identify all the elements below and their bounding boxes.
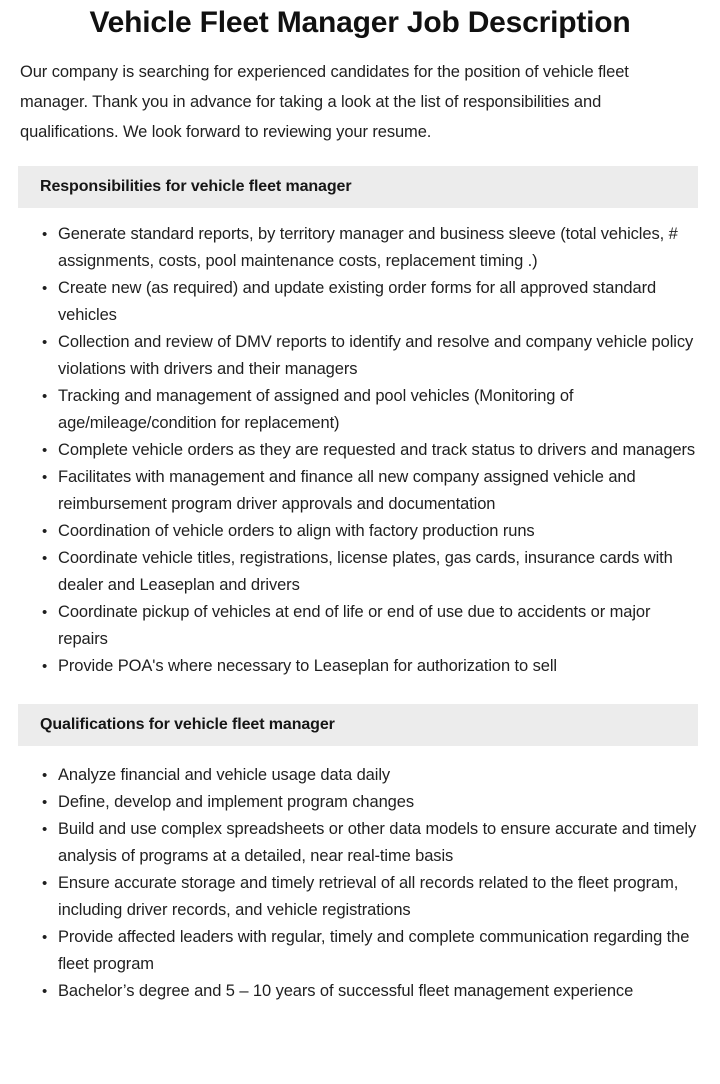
section-responsibilities [0,166,720,680]
list-item: • Coordinate pickup of vehicles at end of life or end of use due to accidents or major repairs [20,599,702,653]
list-item: • Complete vehicle orders as they are requested and track status to drivers and managers [20,437,702,464]
responsibilities-list [0,208,720,680]
list-item: • Facilitates with management and finance all new company assigned vehicle and reimbursement program driver approvals and documentation [20,464,702,518]
list-item: • Collection and review of DMV reports to identify and resolve and company vehicle policy violations with drivers and their managers [20,329,702,383]
page-title: Vehicle Fleet Manager Job Description [89,6,631,39]
qualifications-list [0,746,720,1005]
list-item: • Bachelor’s degree and 5 – 10 years of successful fleet management experience [20,978,702,1005]
list-item: • Provide POA's where necessary to Leaseplan for authorization to sell [20,653,702,680]
list-item: • Build and use complex spreadsheets or other data models to ensure accurate and timely analysis of programs at a detailed, near real-time basis [20,816,702,870]
list-item: • Create new (as required) and update existing order forms for all approved standard vehicles [20,275,702,329]
list-item: • Define, develop and implement program changes [20,789,702,816]
intro-paragraph: Our company is searching for experienced candidates for the position of vehicle fleet manager. Thank you in advance for taking a look at the list of responsibilities and qualifications. We look forward to reviewing your resume. [20,63,629,141]
section-qualifications [0,704,720,1005]
list-item: • Ensure accurate storage and timely retrieval of all records related to the fleet program, including driver records, and vehicle registrations [20,870,702,924]
list-item: • Coordination of vehicle orders to align with factory production runs [20,518,702,545]
list-item: • Analyze financial and vehicle usage data daily [20,762,702,789]
section-heading-qualifications: Qualifications for vehicle fleet manager [18,704,698,746]
list-item: • Tracking and management of assigned and pool vehicles (Monitoring of age/mileage/condition for replacement) [20,383,702,437]
list-item: • Coordinate vehicle titles, registrations, license plates, gas cards, insurance cards with dealer and Leaseplan and drivers [20,545,702,599]
list-item: • Provide affected leaders with regular, timely and complete communication regarding the fleet program [20,924,702,978]
list-item: • Generate standard reports, by territory manager and business sleeve (total vehicles, # assignments, costs, pool maintenance costs, replacement timing .) [20,221,702,275]
section-heading-responsibilities: Responsibilities for vehicle fleet manager [18,166,698,208]
